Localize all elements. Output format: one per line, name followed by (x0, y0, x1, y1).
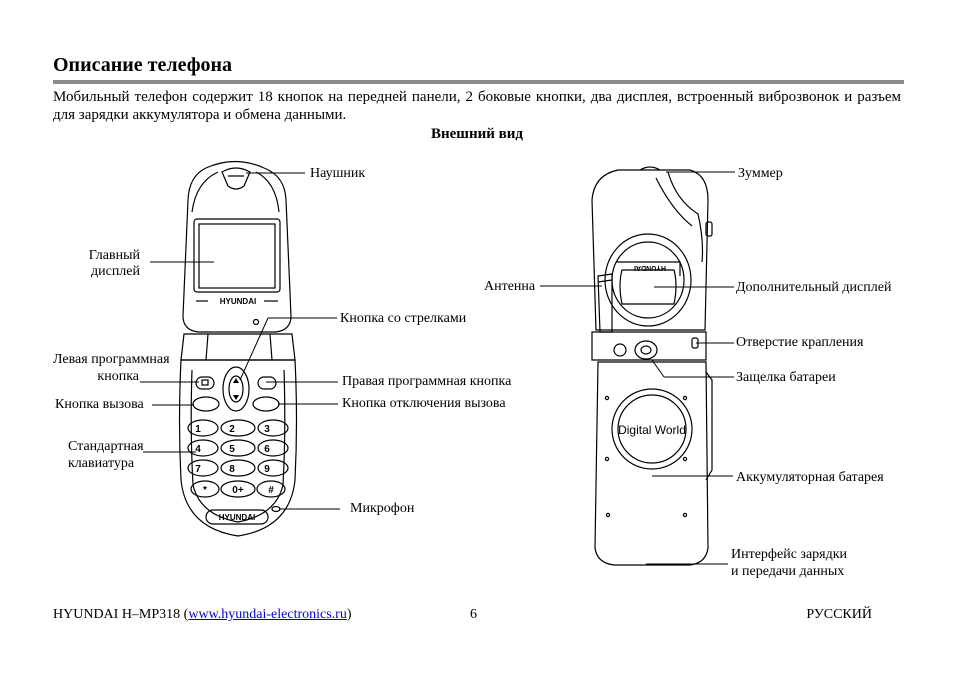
label-main-display-line1: Главный (88, 248, 140, 263)
label-microphone: Микрофон (350, 501, 415, 516)
label-main-display-line2: дисплей (90, 264, 140, 279)
label-end-key: Кнопка отключения вызова (342, 396, 506, 411)
key-8: 8 (229, 464, 235, 475)
leader-lines (140, 172, 735, 564)
label-call-key: Кнопка вызова (55, 397, 144, 412)
front-body-brand: HYUNDAI (218, 513, 256, 522)
key-6: 6 (264, 444, 270, 455)
intro-paragraph: Мобильный телефон содержит 18 кнопок на передней панели, 2 боковые кнопки, два дисплея, встроенный виброзвонок и разъем для зарядки аккумулятора и обмена данными. (53, 89, 901, 123)
label-battery: Аккумуляторная батарея (736, 470, 884, 485)
footer-language: РУССКИЙ (806, 607, 872, 622)
label-interface-line2: и передачи данных (731, 564, 845, 579)
page-number: 6 (470, 607, 477, 622)
back-phone-illustration (592, 167, 712, 565)
label-interface-line1: Интерфейс зарядки (731, 547, 848, 562)
label-keypad-line1: Стандартная (68, 439, 144, 454)
key-2: 2 (229, 424, 235, 435)
key-5: 5 (229, 444, 235, 455)
front-flip-brand: HYUNDAI (219, 297, 257, 306)
key-1: 1 (195, 424, 201, 435)
label-sub-display: Дополнительный дисплей (736, 280, 892, 295)
footer-website-link[interactable]: www.hyundai-electronics.ru (188, 607, 347, 622)
key-4: 4 (195, 444, 201, 455)
label-antenna: Антенна (484, 279, 536, 294)
footer-model-text: HYUNDAI H–MP318 ( (53, 607, 189, 622)
key-zero: 0+ (232, 485, 244, 496)
label-battery-latch: Защелка батареи (736, 370, 836, 385)
label-nav-key: Кнопка со стрелками (340, 311, 467, 326)
footer-model (53, 607, 352, 623)
label-left-soft-line2: кнопка (97, 369, 139, 384)
key-9: 9 (264, 464, 270, 475)
key-star: * (203, 485, 207, 496)
battery-logo: Digital World (618, 423, 686, 437)
label-keypad-line2: клавиатура (68, 456, 135, 471)
label-buzzer: Зуммер (738, 166, 783, 181)
back-brand-mirrored: HYUNDAI (634, 264, 666, 271)
front-phone-illustration (180, 162, 297, 537)
footer-model-close: ) (346, 607, 352, 622)
label-strap-hole: Отверстие крапления (736, 335, 864, 350)
label-right-soft: Правая программная кнопка (342, 374, 512, 389)
section-subheading: Внешний вид (431, 126, 523, 142)
key-7: 7 (195, 464, 201, 475)
key-hash: # (268, 485, 274, 496)
page-title: Описание телефона (53, 54, 233, 76)
label-left-soft-line1: Левая программная (53, 352, 170, 367)
key-3: 3 (264, 424, 270, 435)
label-earpiece: Наушник (310, 166, 366, 181)
